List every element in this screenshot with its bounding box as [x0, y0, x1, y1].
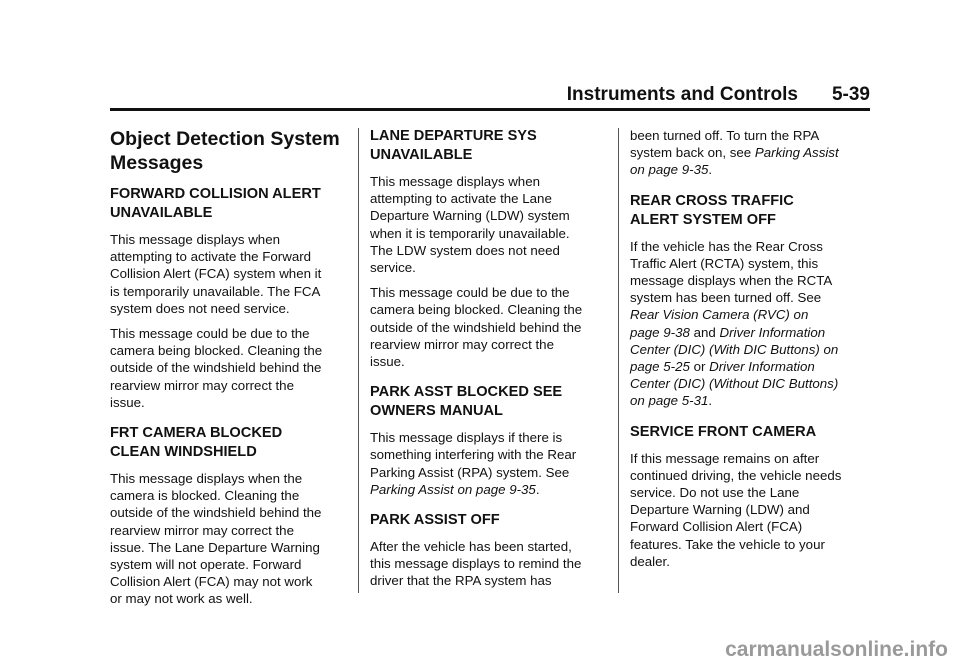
column-3	[630, 127, 875, 578]
section-title-object-detection: Object Detection System Messages	[110, 128, 340, 174]
column-2	[370, 127, 615, 598]
column-divider-left	[358, 128, 359, 593]
heading-park-assist-off: PARK ASSIST OFF	[370, 512, 500, 529]
paragraph: After the vehicle has been started, this message displays to remind the driver that the RPA system has	[370, 539, 582, 589]
paragraph: If this message remains on after continued driving, the vehicle needs service. Do not use the Lane Departure Warning (LDW) and Forward Collision Alert (FCA) features. Take the vehicle to your dealer.	[630, 450, 842, 569]
paragraph: This message displays if there is something interfering with the Rear Parking Assist (RPA) system. See Parking Assist on page 9-35.	[370, 430, 577, 497]
heading-frt-camera-blocked: FRT CAMERA BLOCKED CLEAN WINDSHIELD	[110, 425, 283, 461]
cross-reference-link[interactable]: on page 5-31	[630, 393, 709, 409]
column-1	[110, 127, 355, 616]
column-divider-right	[618, 128, 619, 593]
header-rule	[110, 108, 870, 111]
cross-reference-link[interactable]: page 9-38	[630, 324, 690, 340]
heading-service-front-camera: SERVICE FRONT CAMERA	[630, 423, 817, 440]
cross-reference-link[interactable]: Parking Assist on page 9-35	[370, 481, 536, 497]
paragraph: This message displays when the camera is blocked. Cleaning the outside of the windshield behind the rearview mirror may correct the issue. The Lane Departure Warning system will not operate. Forward Collision Alert (FCA) may not work or may not work as well.	[110, 471, 322, 607]
heading-park-asst-blocked: PARK ASST BLOCKED SEE OWNERS MANUAL	[370, 384, 563, 420]
cross-reference-link[interactable]: Driver Information	[719, 324, 826, 340]
paragraph: This message could be due to the camera being blocked. Cleaning the outside of the windshield behind the rearview mirror may correct the issue.	[370, 285, 583, 370]
page-number: 5-39	[831, 84, 870, 105]
heading-forward-collision-alert-unavailable: FORWARD COLLISION ALERT UNAVAILABLE	[110, 186, 321, 221]
paragraph: If the vehicle has the Rear Cross Traffic Alert (RCTA) system, this message displays when the RCTA system has been turned off. See Rear Vision Camera (RVC) on page 9-38 and Driver Information Center (DIC) (With DIC Buttons) on page 5-25 or Driver Information Center (DIC) (Without DIC Buttons) on page 5-31.	[630, 238, 875, 410]
cross-reference-link[interactable]: on page 9-35	[630, 162, 709, 178]
cross-reference-link[interactable]: Center (DIC) (With DIC Buttons) on	[630, 341, 839, 357]
cross-reference-link[interactable]: page 5-25	[630, 359, 690, 375]
page-header	[0, 84, 870, 106]
cross-reference-link[interactable]: Driver Information	[709, 359, 815, 375]
site-watermark: carmanualsonline.info	[725, 638, 948, 661]
heading-rear-cross-traffic-alert-off: REAR CROSS TRAFFIC ALERT SYSTEM OFF	[630, 192, 794, 228]
section-title: Instruments and Controls	[566, 84, 798, 105]
cross-reference-link[interactable]: Parking Assist	[754, 145, 839, 161]
paragraph: This message could be due to the camera being blocked. Cleaning the outside of the windshield behind the rearview mirror may correct the issue.	[110, 326, 323, 410]
cross-reference-link[interactable]: Center (DIC) (Without DIC Buttons)	[630, 376, 839, 392]
heading-lane-departure-sys-unavailable: LANE DEPARTURE SYS UNAVAILABLE	[370, 128, 537, 163]
cross-reference-link[interactable]: Rear Vision Camera (RVC) on	[630, 307, 809, 323]
paragraph: been turned off. To turn the RPA system back on, see Parking Assist on page 9-35.	[630, 128, 839, 178]
paragraph: This message displays when attempting to activate the Lane Departure Warning (LDW) system when it is temporarily unavailable. The LDW system does not need service.	[370, 174, 570, 276]
paragraph: This message displays when attempting to activate the Forward Collision Alert (FCA) system when it is temporarily unavailable. The FCA system does not need service.	[110, 232, 322, 316]
